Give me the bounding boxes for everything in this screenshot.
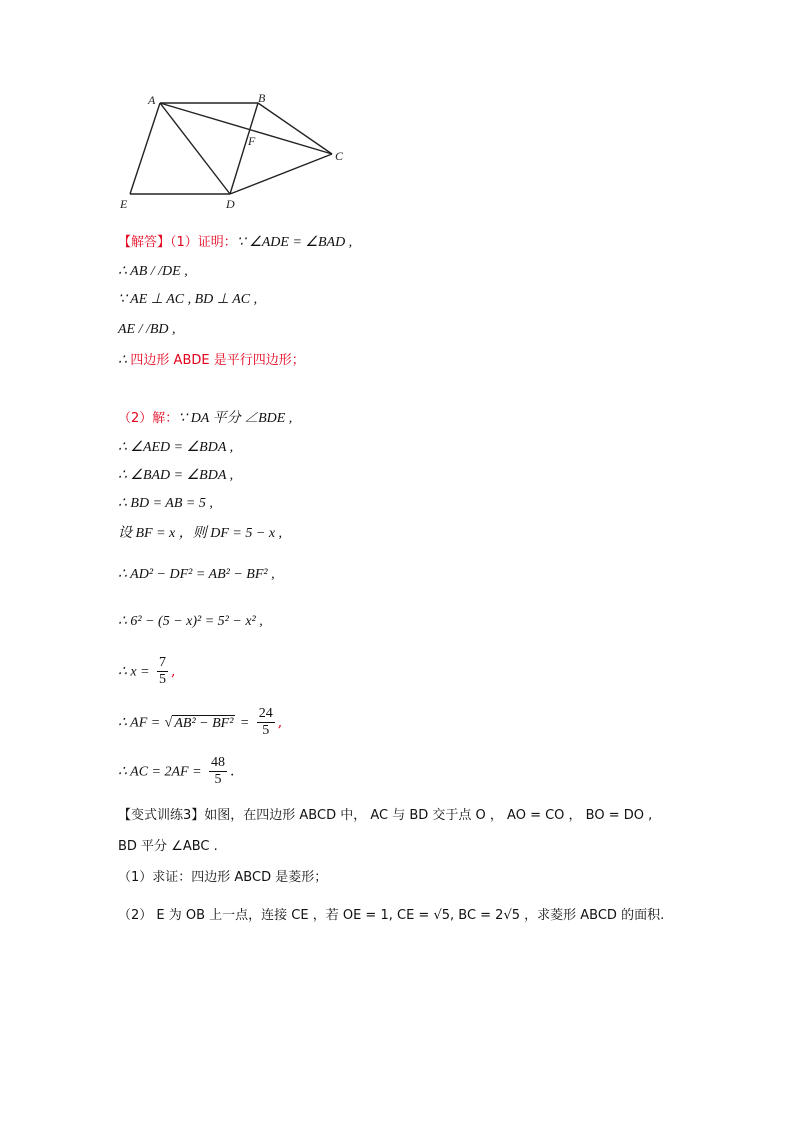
fraction: $\frac{24}{5}$ [258,706,273,738]
solution-step: 设 BF = x ，则 DF = 5 − x , [118,526,283,541]
solution-step: ∴ ∠AED = ∠BDA , [118,440,234,455]
label-C: C [335,149,344,163]
sqrt-expression: AB² − BF² [174,715,234,731]
solution-step: ∴ AB / /DE , [118,264,188,279]
label-B: B [258,91,266,105]
fraction: $\frac{7}{5}$ [159,655,167,687]
solution-step: ∵ AE ⊥ AC , BD ⊥ AC , [118,292,258,307]
part2-label: （2）解： [118,411,179,426]
fraction: $\frac{48}{5}$ [211,755,225,787]
part1-label: （1）证明： [170,235,237,250]
solution-step: ∴ BD = AB = 5 , [118,496,213,511]
label-F: F [248,134,256,148]
solution-step: ∴ ∠BAD = ∠BDA , [118,468,234,483]
solution-step: AE / /BD , [118,322,176,337]
exercise-line: BD 平分 ∠ABC . [118,839,218,854]
exercise-question-1: （1）求证：四边形 ABCD 是菱形； [118,870,328,885]
solution-step-x: ∴ x = $\frac{7}{5}$ , [118,655,176,687]
label-D: D [226,197,235,211]
solution-step: ∴ 6² − (5 − x)² = 5² − x² , [118,614,263,629]
exercise-intro: 【变式训练3】如图，在四边形 ABCD 中， AC 与 BD 交于点 O ， AO = CO ， BO = DO , [118,808,653,823]
label-A: A [148,93,156,107]
exercise-question-2: （2） E 为 OB 上一点，连接 CE ，若 OE = 1, CE = √5, BC = 2√5 ，求菱形 ABCD 的面积. [118,908,665,923]
solution-step: ∴ AD² − DF² = AB² − BF² , [118,567,275,582]
solution-part2: （2）解：∵ DA 平分 ∠BDE , [118,411,293,426]
label-E: E [120,197,128,211]
solution-conclusion: ∴ 四边形 ABDE 是平行四边形； [118,353,305,368]
exercise-title: 【变式训练3】 [118,808,205,823]
solution-step-ac: ∴ AC = 2AF = $\frac{48}{5}$ . [118,755,235,787]
answer-header: 【解答】 [118,235,171,250]
geometry-figure [110,90,370,220]
solution-step: ∵ ∠ADE = ∠BAD , [236,235,353,250]
solution-line-1 [118,232,352,253]
solution-step-af: ∴ AF = √ AB² − BF² = $\frac{24}{5}$ , [118,706,283,738]
